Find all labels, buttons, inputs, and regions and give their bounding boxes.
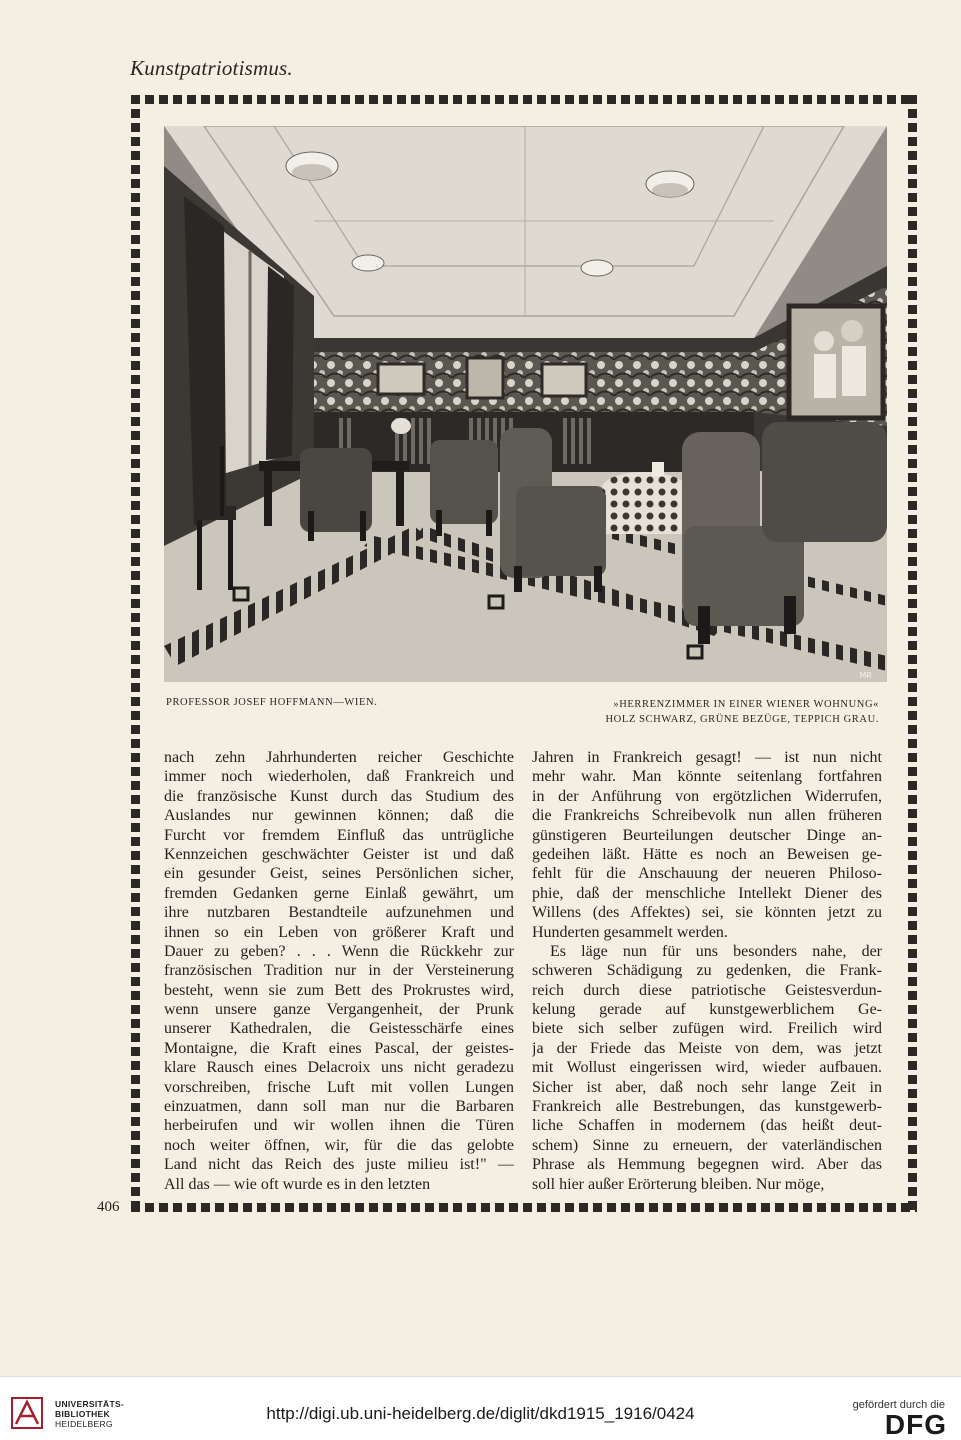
text-line: ja der Friede das Meiste von dem, was jetzt: [532, 1039, 882, 1057]
text-line: All das — wie oft wurde es in den letzten: [164, 1175, 431, 1193]
text-line: immer noch wiederholen, daß Frankreich und: [164, 768, 514, 786]
text-line: noch weiter öffnen, wir, für die das gelobte: [164, 1136, 514, 1154]
text-line: ein gesunder Geist, seines Persönlichen sicher,: [164, 865, 514, 883]
institution-line-3: HEIDELBERG: [55, 1419, 113, 1429]
institution-line-2: BIBLIOTHEK: [55, 1409, 110, 1419]
text-line: französischen Tradition nur in der Versteinerung: [164, 962, 514, 980]
text-line: wenn unsere ganze Vergangenheit, der Prunk: [164, 1001, 514, 1019]
funding-caption: gefördert durch die: [852, 1399, 945, 1411]
figure-caption-title: [606, 697, 880, 727]
figure-caption-title-line: »HERRENZIMMER IN EINER WIENER WOHNUNG«: [613, 699, 879, 710]
text-line: günstigeren Beurteilungen deutscher Dinge an-: [532, 826, 882, 844]
running-title: Kunstpatriotismus.: [130, 56, 293, 80]
text-line: Auslandes nur gewinnen können; daß die: [164, 807, 514, 825]
text-line: fremden Gedanken gerne Einlaß gewährt, um: [164, 884, 514, 902]
text-line: Sicher ist aber, daß noch sehr lange Zeit in: [532, 1078, 882, 1096]
text-line: Land nicht das Reich des juste milieu ist!" —: [164, 1156, 514, 1174]
text-line: besteht, wenn sie zum Bett des Prokrustes wird,: [164, 981, 514, 999]
text-line: Frankreich alle Bestrebungen, das kunstgewerb-: [532, 1098, 882, 1116]
text-line: gedeihen läßt. Hätte es noch an Beweisen ge-: [532, 845, 882, 863]
text-line: Phrase als Hemmung begegnen wird. Aber das: [532, 1156, 882, 1174]
institution-line-1: UNIVERSITÄTS-: [55, 1399, 125, 1409]
text-line: Es läge nun für uns besonders nahe, der: [550, 942, 882, 960]
photo-monogram: MR: [859, 671, 872, 680]
text-line: Kennzeichen geschwächter Geister ist und daß: [164, 845, 514, 863]
frame-border-bottom: [131, 1203, 917, 1212]
frame-border-right: [908, 95, 917, 1212]
dfg-logo: DFG: [884, 1409, 947, 1440]
text-line: herbeirufen und wir wollen ihnen die Türen: [164, 1117, 514, 1135]
text-line: vorschreiben, frische Luft mit vollen Lungen: [164, 1078, 514, 1096]
text-line: unserer Kathedralen, die Geistesschärfe eines: [164, 1020, 514, 1038]
text-line: Montaigne, die Kraft eines Pascal, der geistes-: [164, 1039, 514, 1057]
text-line: die Frankreichs Schreibevolk nun allen früheren: [532, 807, 882, 825]
text-column-right: [532, 748, 882, 1194]
text-line: schem) Sinne zu erneuern, der vaterländischen: [532, 1136, 882, 1154]
text-line: nach zehn Jahrhunderten reicher Geschichte: [164, 749, 514, 766]
interior-photograph: [164, 126, 887, 682]
text-line: biete sich selber zufügen wird. Freilich wird: [532, 1020, 882, 1038]
text-column-left: [164, 748, 514, 1194]
text-line: schweren Schädigung zu gedenken, die Frank-: [532, 962, 882, 980]
text-line: die französische Kunst durch das Studium des: [164, 787, 514, 805]
figure-caption-materials-line: HOLZ SCHWARZ, GRÜNE BEZÜGE, TEPPICH GRAU.: [605, 714, 879, 725]
frame-border-top: [131, 95, 917, 104]
text-line: mehr wahr. Man könnte seitenlang fortfahren: [532, 768, 882, 786]
figure-caption-author: PROFESSOR JOSEF HOFFMANN—WIEN.: [166, 697, 378, 708]
permalink-url[interactable]: http://digi.ub.uni-heidelberg.de/diglit/dkd1915_1916/0424: [266, 1404, 695, 1423]
text-line: Willens (des Affektes) sei, sie könnten jetzt zu: [532, 904, 882, 922]
text-line: Dauer zu geben? . . . Wenn die Rückkehr zur: [164, 942, 514, 960]
text-line: fehlt für die Anschauung der neueren Philoso-: [532, 865, 882, 883]
text-line: ihnen so ein Leben von größerer Kraft und: [164, 923, 514, 941]
text-line: Jahren in Frankreich gesagt! — ist nun nicht: [532, 749, 882, 766]
text-line: ihre nutzbaren Bestandteile aufzunehmen und: [164, 904, 514, 922]
text-line: mit Wollust eingerissen wird, wieder aufbauen.: [532, 1059, 882, 1077]
text-line: reich durch diese patriotische Geistesverdun-: [532, 981, 882, 999]
text-line: einzuatmen, dann soll man nur die Barbaren: [164, 1098, 514, 1116]
page-number: 406: [97, 1199, 120, 1215]
frame-border-left: [131, 95, 140, 1212]
text-line: kelung gerade auf kunstgewerblichem Ge-: [532, 1001, 882, 1019]
text-line: phie, daß der menschliche Intellekt Diener des: [532, 884, 882, 902]
text-line: klare Rausch eines Delacroix uns nicht geradezu: [164, 1059, 514, 1077]
text-line: soll hier außer Erörterung bleiben. Nur möge,: [532, 1175, 825, 1193]
text-line: Hunderten gesammelt werden.: [532, 923, 728, 941]
text-line: in der Anführung von ergötzlichen Widerrufen,: [532, 787, 882, 805]
text-line: Furcht vor fremdem Einfluß das untrügliche: [164, 826, 514, 844]
text-line: liche Schaffen in modernem (das heißt deut-: [532, 1117, 882, 1135]
